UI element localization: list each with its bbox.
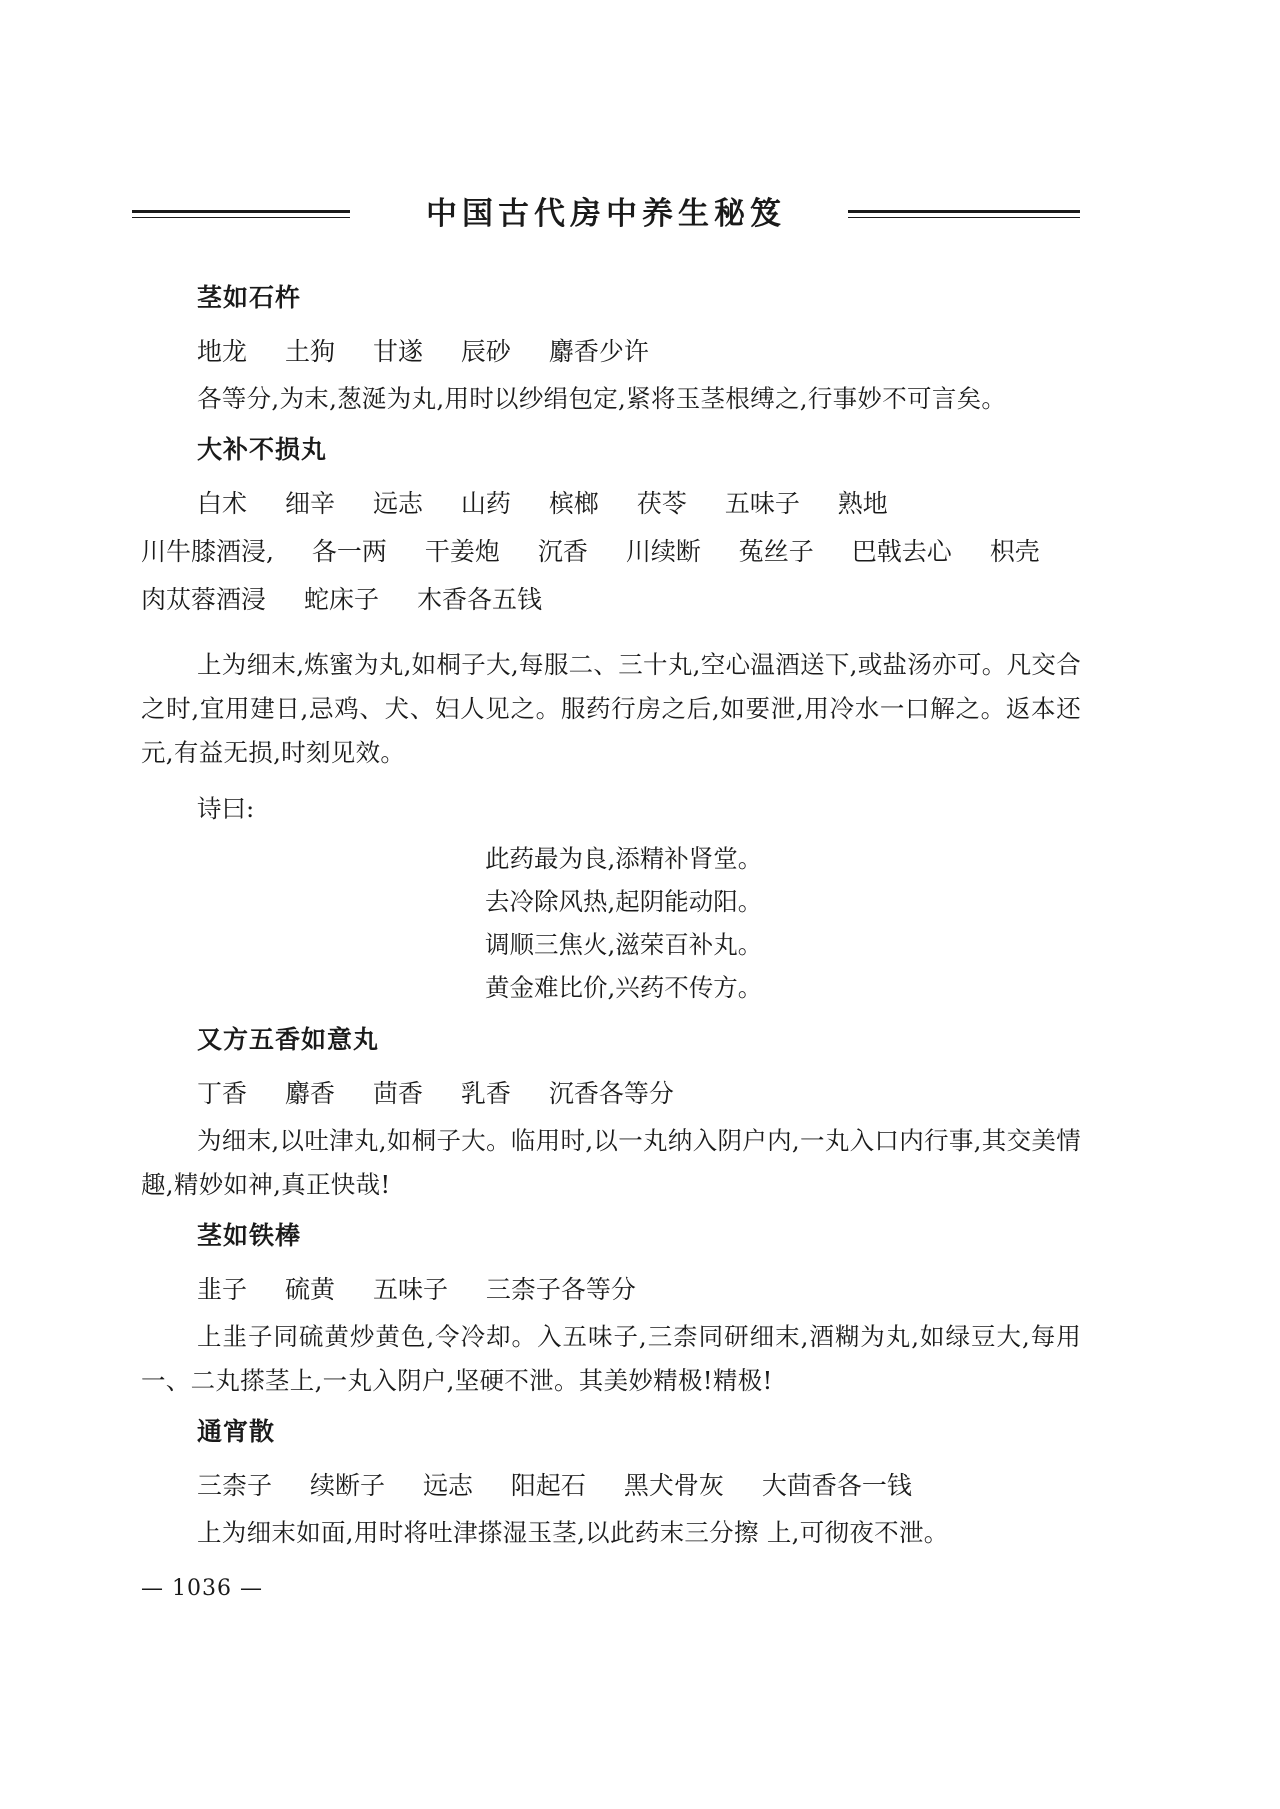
page-number: — 1036 — — [141, 1576, 263, 1601]
header-rule-right — [848, 210, 1080, 213]
ingredient: 三柰子各等分 — [485, 1275, 636, 1304]
ingredient: 远志 — [372, 489, 423, 518]
header-rule-left — [132, 210, 350, 213]
ingredient: 甘遂 — [372, 337, 423, 366]
poem-line: 此药最为良,添精补肾堂。 — [485, 844, 763, 873]
ingredient: 川牛膝酒浸, — [141, 537, 274, 566]
ingredient: 韭子 — [197, 1275, 248, 1304]
ingredient-list — [141, 489, 1081, 633]
ingredient-list — [197, 1471, 1081, 1501]
ingredient: 川续断 — [625, 537, 701, 566]
ingredient: 黑犬骨灰 — [623, 1471, 724, 1500]
recipe-instructions: 上为细末,炼蜜为丸,如桐子大,每服二、三十丸,空心温酒送下,或盐汤亦可。凡交合之时,宜用建日,忌鸡、犬、妇人见之。服药行房之后,如要泄,用冷水一口解之。返本还元,有益无损,时刻见效。 — [141, 650, 1081, 767]
ingredient: 远志 — [422, 1471, 473, 1500]
ingredient: 茴香 — [372, 1079, 423, 1108]
ingredient: 白术 — [197, 489, 248, 518]
recipe-instructions: 各等分,为末,葱涎为丸,用时以纱绢包定,紧将玉茎根缚之,行事妙不可言矣。 — [197, 384, 1007, 413]
ingredient-list — [197, 1079, 1081, 1109]
recipe-title: 大补不损丸 — [197, 435, 328, 464]
ingredient: 地龙 — [197, 337, 248, 366]
poem-line: 去冷除风热,起阴能动阳。 — [485, 887, 763, 916]
ingredient: 各一两 — [311, 537, 387, 566]
ingredient: 土狗 — [284, 337, 335, 366]
ingredient: 续断子 — [309, 1471, 385, 1500]
poem — [485, 837, 1081, 1009]
ingredient: 乳香 — [460, 1079, 511, 1108]
ingredient-list — [197, 1275, 1081, 1305]
ingredient: 沉香各等分 — [548, 1079, 674, 1108]
ingredient: 肉苁蓉酒浸 — [141, 585, 267, 614]
recipe-title: 茎如铁棒 — [197, 1221, 302, 1250]
header-title: 中国古代房中养生秘笈 — [426, 196, 786, 232]
recipe-instructions: 为细末,以吐津丸,如桐子大。临用时,以一丸纳入阴户内,一丸入口内行事,其交美情趣,精妙如神,真正快哉! — [141, 1126, 1081, 1199]
recipe-title: 又方五香如意丸 — [197, 1025, 380, 1054]
ingredient: 麝香少许 — [548, 337, 649, 366]
ingredient: 丁香 — [197, 1079, 248, 1108]
ingredient: 细辛 — [284, 489, 335, 518]
recipe-instructions: 上韭子同硫黄炒黄色,令冷却。入五味子,三柰同研细末,酒糊为丸,如绿豆大,每用一、二丸搽茎上,一丸入阴户,坚硬不泄。其美妙精极!精极! — [141, 1322, 1081, 1395]
ingredient: 干姜炮 — [424, 537, 500, 566]
ingredient-list — [197, 337, 1081, 367]
ingredient: 熟地 — [837, 489, 888, 518]
recipe-title: 茎如石杵 — [197, 283, 302, 312]
running-header — [132, 196, 1080, 236]
ingredient: 巴戟去心 — [851, 537, 952, 566]
ingredient: 三柰子 — [197, 1471, 273, 1500]
ingredient: 阳起石 — [510, 1471, 586, 1500]
ingredient: 菟丝子 — [738, 537, 814, 566]
ingredient: 五味子 — [724, 489, 800, 518]
ingredient: 麝香 — [284, 1079, 335, 1108]
recipe-instructions: 上为细末如面,用时将吐津搽湿玉茎,以此药末三分擦 上,可彻夜不泄。 — [197, 1518, 949, 1547]
ingredient: 蛇床子 — [303, 585, 379, 614]
ingredient: 木香各五钱 — [416, 585, 542, 614]
ingredient: 辰砂 — [460, 337, 511, 366]
ingredient: 大茴香各一钱 — [761, 1471, 912, 1500]
recipe-title: 通宵散 — [197, 1417, 276, 1446]
poem-intro: 诗曰: — [197, 794, 255, 823]
page-body — [141, 283, 1081, 1569]
ingredient: 茯苓 — [636, 489, 687, 518]
ingredient: 五味子 — [372, 1275, 448, 1304]
poem-line: 黄金难比价,兴药不传方。 — [485, 973, 763, 1002]
ingredient: 硫黄 — [284, 1275, 335, 1304]
ingredient: 沉香 — [537, 537, 588, 566]
ingredient: 山药 — [460, 489, 511, 518]
ingredient: 枳壳 — [989, 537, 1040, 566]
poem-line: 调顺三焦火,滋荣百补丸。 — [485, 930, 763, 959]
ingredient: 槟榔 — [548, 489, 599, 518]
